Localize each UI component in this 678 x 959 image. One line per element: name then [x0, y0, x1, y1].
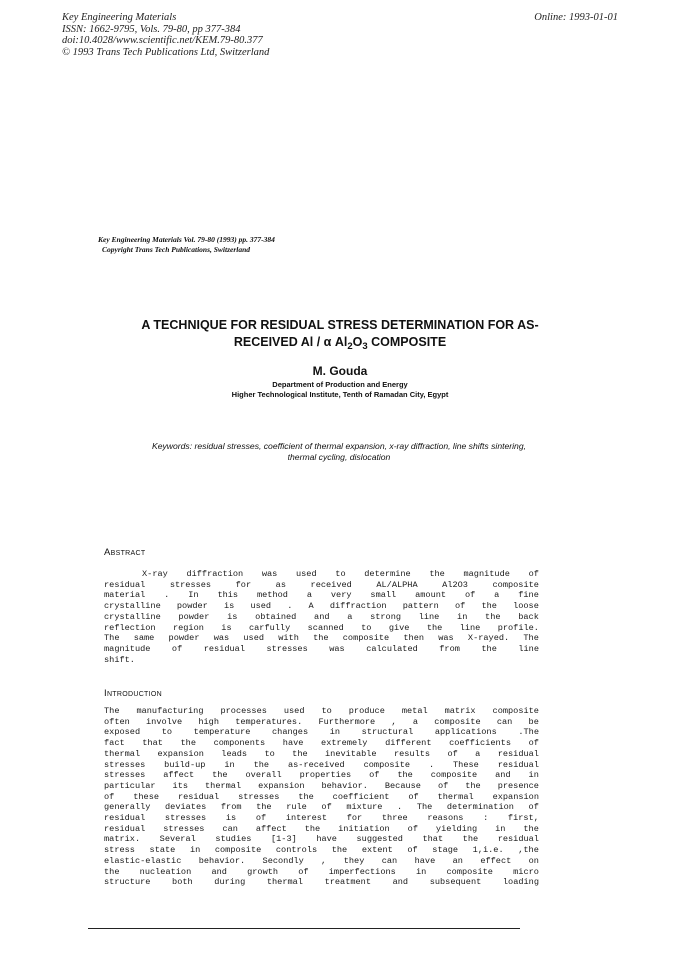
- text-line: material . In this method a very small amount of a fine: [104, 590, 539, 601]
- text-line: X-ray diffraction was used to determine the magnitude of: [142, 569, 539, 579]
- text-line: of these residual stresses the coefficient of thermal expansion: [104, 791, 539, 802]
- text-line: residual stresses is of interest for three reasons : first,: [104, 813, 539, 824]
- publication-info: [62, 12, 269, 58]
- text-line: residual stresses for as received AL/ALPHA Al2O3 composite: [104, 579, 539, 590]
- affiliation-institute: Higher Technological Institute, Tenth of Ramadan City, Egypt: [231, 390, 449, 399]
- author-name: M. Gouda: [312, 364, 368, 378]
- introduction-text: [104, 706, 539, 888]
- text-line: magnitude of residual stresses was calculated from the line: [104, 643, 539, 654]
- keywords-line-1: Keywords: residual stresses, coefficient of thermal expansion, x-ray diffraction, line shifts sintering,: [152, 441, 526, 451]
- doi-link[interactable]: doi:10.4028/www.scientific.net/KEM.79-80.377: [62, 35, 263, 46]
- text-line: the nucleation and growth of imperfections in composite micro: [104, 866, 539, 877]
- journal-ref-line: Key Engineering Materials Vol. 79-80 (1993) pp. 377-384: [98, 235, 275, 244]
- text-line: often involve high temperatures. Furthermore , a composite can be: [104, 716, 539, 727]
- abstract-text: [104, 569, 539, 665]
- paper-title: [90, 317, 590, 351]
- text-line: matrix. Several studies [1-3] have suggested that the residual: [104, 834, 539, 845]
- text-line: residual stresses can affect the initiation of yielding in the: [104, 823, 539, 834]
- text-line: structure both during thermal treatment and subsequent loading: [104, 877, 539, 888]
- text-line: stresses affect the overall properties of the composite and in: [104, 770, 539, 781]
- abstract-heading: Abstract: [104, 547, 146, 558]
- introduction-heading: Introduction: [104, 688, 162, 699]
- keywords: [104, 441, 574, 463]
- title-line-1: A TECHNIQUE FOR RESIDUAL STRESS DETERMINATION FOR AS-: [141, 318, 539, 332]
- journal-name: Key Engineering Materials: [62, 12, 177, 23]
- text-line: exposed to temperature changes in structural applications .The: [104, 727, 539, 738]
- text-line: The manufacturing processes used to produce metal matrix composite: [104, 706, 539, 716]
- online-date: Online: 1993-01-01: [534, 12, 618, 23]
- issn-line: ISSN: 1662-9795, Vols. 79-80, pp 377-384: [62, 23, 241, 35]
- text-line: stresses build-up in the as-received composite . These residual: [104, 759, 539, 770]
- text-line: crystalline powder is obtained and a strong line in the back: [104, 611, 539, 622]
- copyright-line: © 1993 Trans Tech Publications Ltd, Switzerland: [62, 46, 270, 58]
- text-line: fact that the components have extremely different coefficients of: [104, 738, 539, 749]
- journal-reference: [98, 235, 275, 255]
- text-line: The same powder was used with the composite then was X-rayed. The: [104, 633, 539, 644]
- title-line-2: RECEIVED Al / α $Al_2O_3$ COMPOSITE: [233, 335, 447, 352]
- affiliation-department: Department of Production and Energy: [272, 380, 408, 389]
- text-line: stress state in composite controls the extent of stage 1,i.e. ,the: [104, 845, 539, 856]
- text-line: reflection region is carfully scanned to give the line profile.: [104, 622, 539, 633]
- journal-copyright-line: Copyright Trans Tech Publications, Switzerland: [102, 245, 251, 254]
- footer-divider: [88, 928, 520, 929]
- keywords-line-2: thermal cycling, dislocation: [287, 452, 391, 462]
- text-line: particular its thermal expansion behavior. Because of the presence: [104, 780, 539, 791]
- text-line: elastic-elastic behavior. Secondly , they can have an effect on: [104, 855, 539, 866]
- text-line: crystalline powder is used . A diffraction pattern of the loose: [104, 601, 539, 612]
- text-line: generally deviates from the rule of mixture . The determination of: [104, 802, 539, 813]
- text-line: shift.: [104, 654, 135, 665]
- text-line: thermal expansion leads to the inevitable results of a residual: [104, 748, 539, 759]
